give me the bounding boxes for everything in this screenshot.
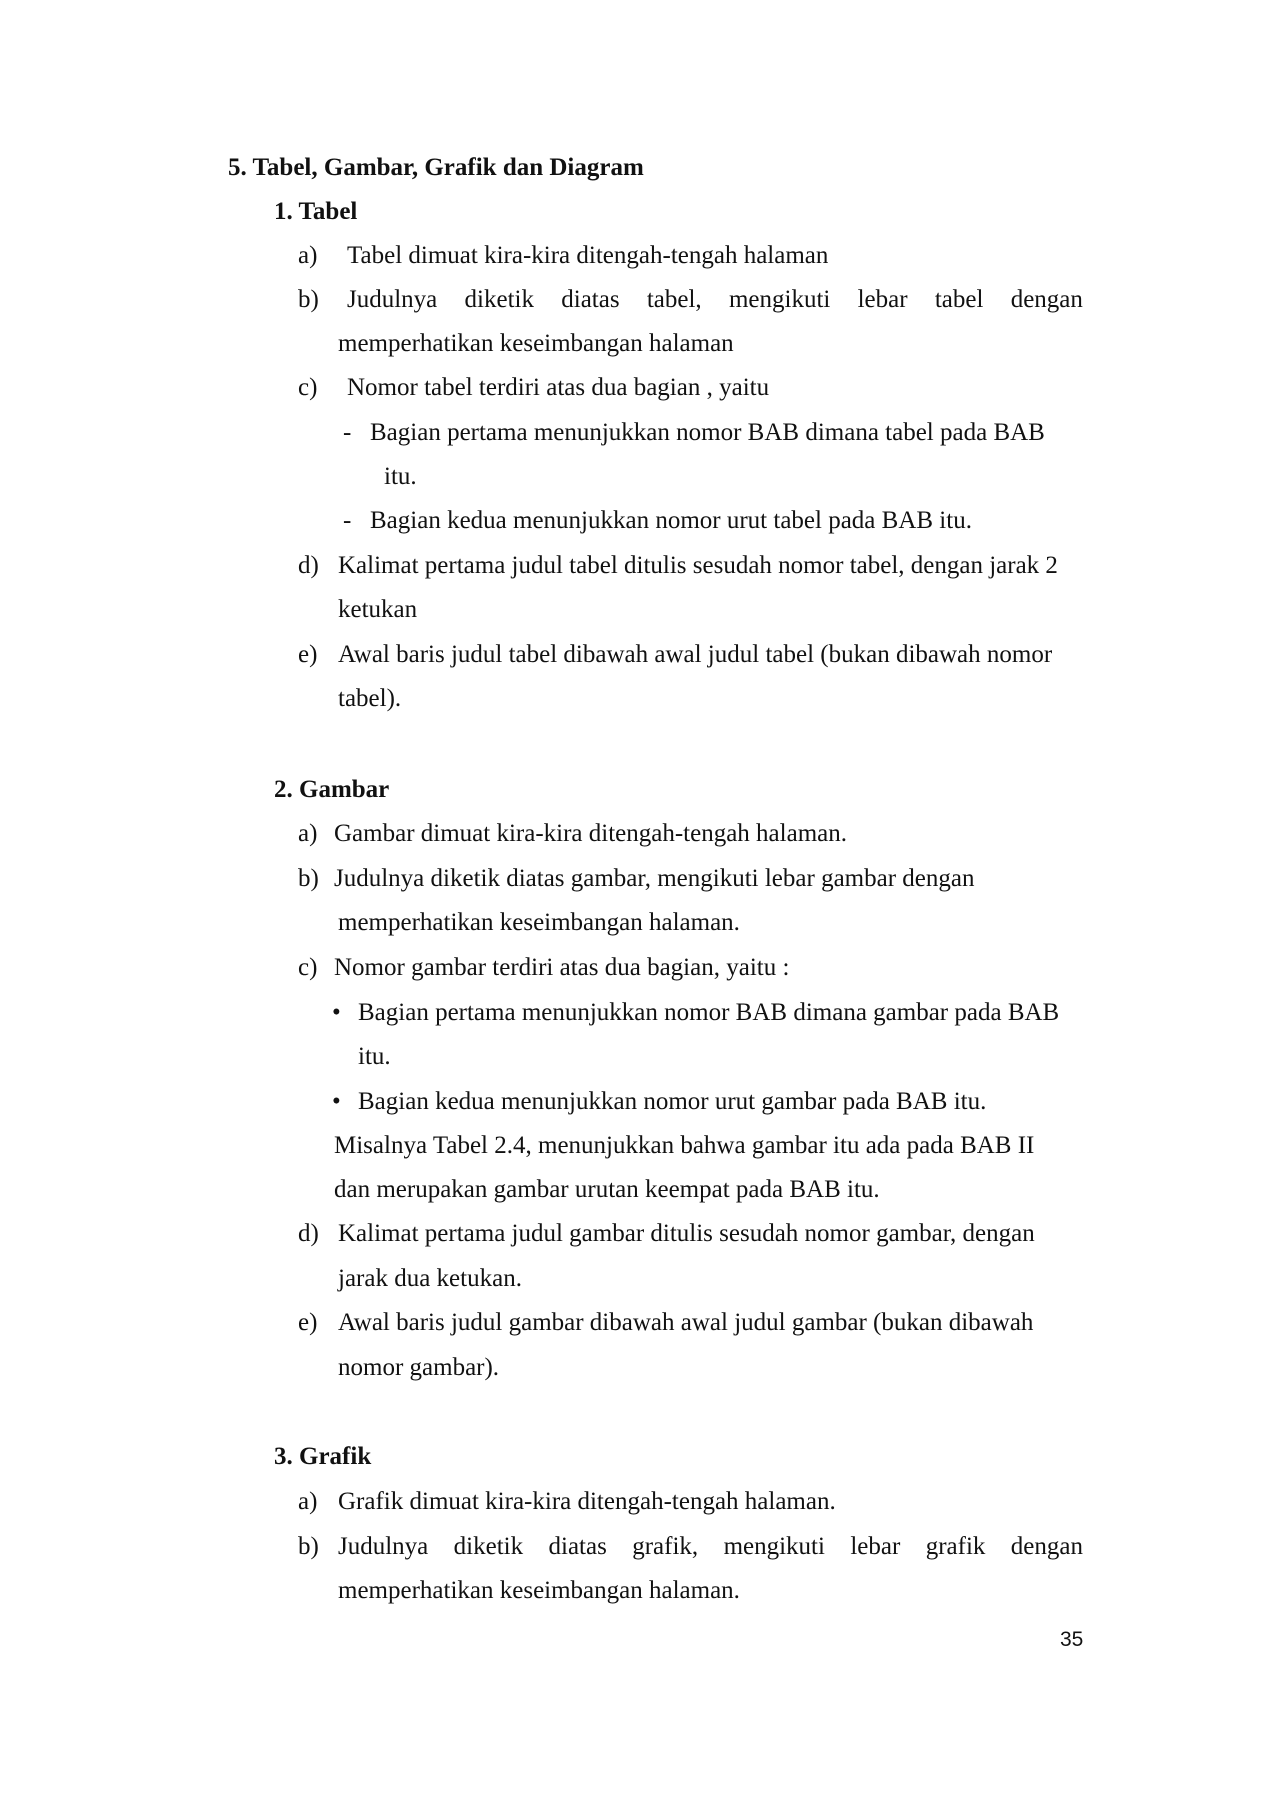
word: diketik <box>453 1533 524 1560</box>
tabel-c-dash1-line2: itu. <box>384 463 417 490</box>
tabel-d-line2: ketukan <box>338 596 418 623</box>
tabel-c-dash1-line1: Bagian pertama menunjukkan nomor BAB dimana tabel pada BAB <box>370 419 1045 446</box>
word: diketik <box>464 286 534 313</box>
gambar-b-line1: Judulnya diketik diatas gambar, mengikuti lebar gambar dengan <box>334 865 975 892</box>
gambar-c-example1: Misalnya Tabel 2.4, menunjukkan bahwa gambar itu ada pada BAB II <box>334 1132 1035 1159</box>
tabel-b-line2: memperhatikan keseimbangan halaman <box>338 330 734 357</box>
gambar-c-bullet2-text: Bagian kedua menunjukkan nomor urut gambar pada BAB itu. <box>358 1088 987 1115</box>
word: mengikuti <box>728 286 831 313</box>
grafik-b-line1 <box>338 1532 1083 1562</box>
gambar-d-line1: Kalimat pertama judul gambar ditulis sesudah nomor gambar, dengan <box>338 1220 1035 1247</box>
section-title: 5. Tabel, Gambar, Grafik dan Diagram <box>228 154 644 181</box>
word: dengan <box>1010 1533 1083 1560</box>
tabel-b-line1 <box>347 285 1083 315</box>
tabel-e-label: e) <box>298 641 318 668</box>
gambar-e-label: e) <box>298 1309 318 1336</box>
tabel-e-line1: Awal baris judul tabel dibawah awal judul tabel (bukan dibawah nomor <box>338 641 1053 668</box>
word: diatas <box>561 286 620 313</box>
tabel-d-label: d) <box>298 552 319 579</box>
grafik-b-line2: memperhatikan keseimbangan halaman. <box>338 1577 740 1604</box>
word: dengan <box>1010 286 1083 313</box>
word: diatas <box>548 1533 607 1560</box>
word: tabel <box>934 286 984 313</box>
dash-marker: - <box>343 507 352 534</box>
tabel-b-label: b) <box>298 286 319 313</box>
gambar-d-label: d) <box>298 1220 319 1247</box>
grafik-a-text: Grafik dimuat kira-kira ditengah-tengah halaman. <box>338 1488 836 1515</box>
bullet-icon: • <box>332 1088 341 1115</box>
grafik-heading: 3. Grafik <box>274 1443 372 1470</box>
word: grafik <box>925 1533 986 1560</box>
gambar-c-bullet1-line1: Bagian pertama menunjukkan nomor BAB dimana gambar pada BAB <box>358 999 1060 1026</box>
page-number: 35 <box>1060 1628 1084 1651</box>
gambar-c-label: c) <box>298 954 318 981</box>
tabel-d-line1: Kalimat pertama judul tabel ditulis sesudah nomor tabel, dengan jarak 2 <box>338 552 1058 579</box>
tabel-a-label: a) <box>298 242 318 269</box>
word: Judulnya <box>338 1533 429 1560</box>
gambar-a-text: Gambar dimuat kira-kira ditengah-tengah halaman. <box>334 820 847 847</box>
grafik-a-label: a) <box>298 1488 318 1515</box>
tabel-e-line2: tabel). <box>338 685 402 712</box>
gambar-a-label: a) <box>298 820 318 847</box>
word: lebar <box>850 1533 901 1560</box>
gambar-b-line2: memperhatikan keseimbangan halaman. <box>338 909 740 936</box>
bullet-icon: • <box>332 999 341 1026</box>
gambar-c-example2: dan merupakan gambar urutan keempat pada BAB itu. <box>334 1176 880 1203</box>
gambar-e-line2: nomor gambar). <box>338 1354 500 1381</box>
tabel-a-text: Tabel dimuat kira-kira ditengah-tengah halaman <box>347 242 829 269</box>
word: mengikuti <box>723 1533 825 1560</box>
tabel-c-label: c) <box>298 374 318 401</box>
gambar-b-label: b) <box>298 865 319 892</box>
tabel-c-text: Nomor tabel terdiri atas dua bagian , yaitu <box>347 374 770 401</box>
word: lebar <box>857 286 908 313</box>
grafik-b-label: b) <box>298 1533 319 1560</box>
gambar-heading: 2. Gambar <box>274 776 390 803</box>
gambar-e-line1: Awal baris judul gambar dibawah awal judul gambar (bukan dibawah <box>338 1309 1034 1336</box>
tabel-c-dash2-text: Bagian kedua menunjukkan nomor urut tabel pada BAB itu. <box>370 507 972 534</box>
gambar-c-bullet1-line2: itu. <box>358 1043 391 1070</box>
word: grafik, <box>632 1533 699 1560</box>
tabel-heading: 1. Tabel <box>274 198 358 225</box>
word: tabel, <box>646 286 702 313</box>
gambar-c-text: Nomor gambar terdiri atas dua bagian, yaitu : <box>334 954 790 981</box>
gambar-d-line2: jarak dua ketukan. <box>338 1265 522 1292</box>
dash-marker: - <box>343 419 352 446</box>
word: Judulnya <box>347 286 438 313</box>
